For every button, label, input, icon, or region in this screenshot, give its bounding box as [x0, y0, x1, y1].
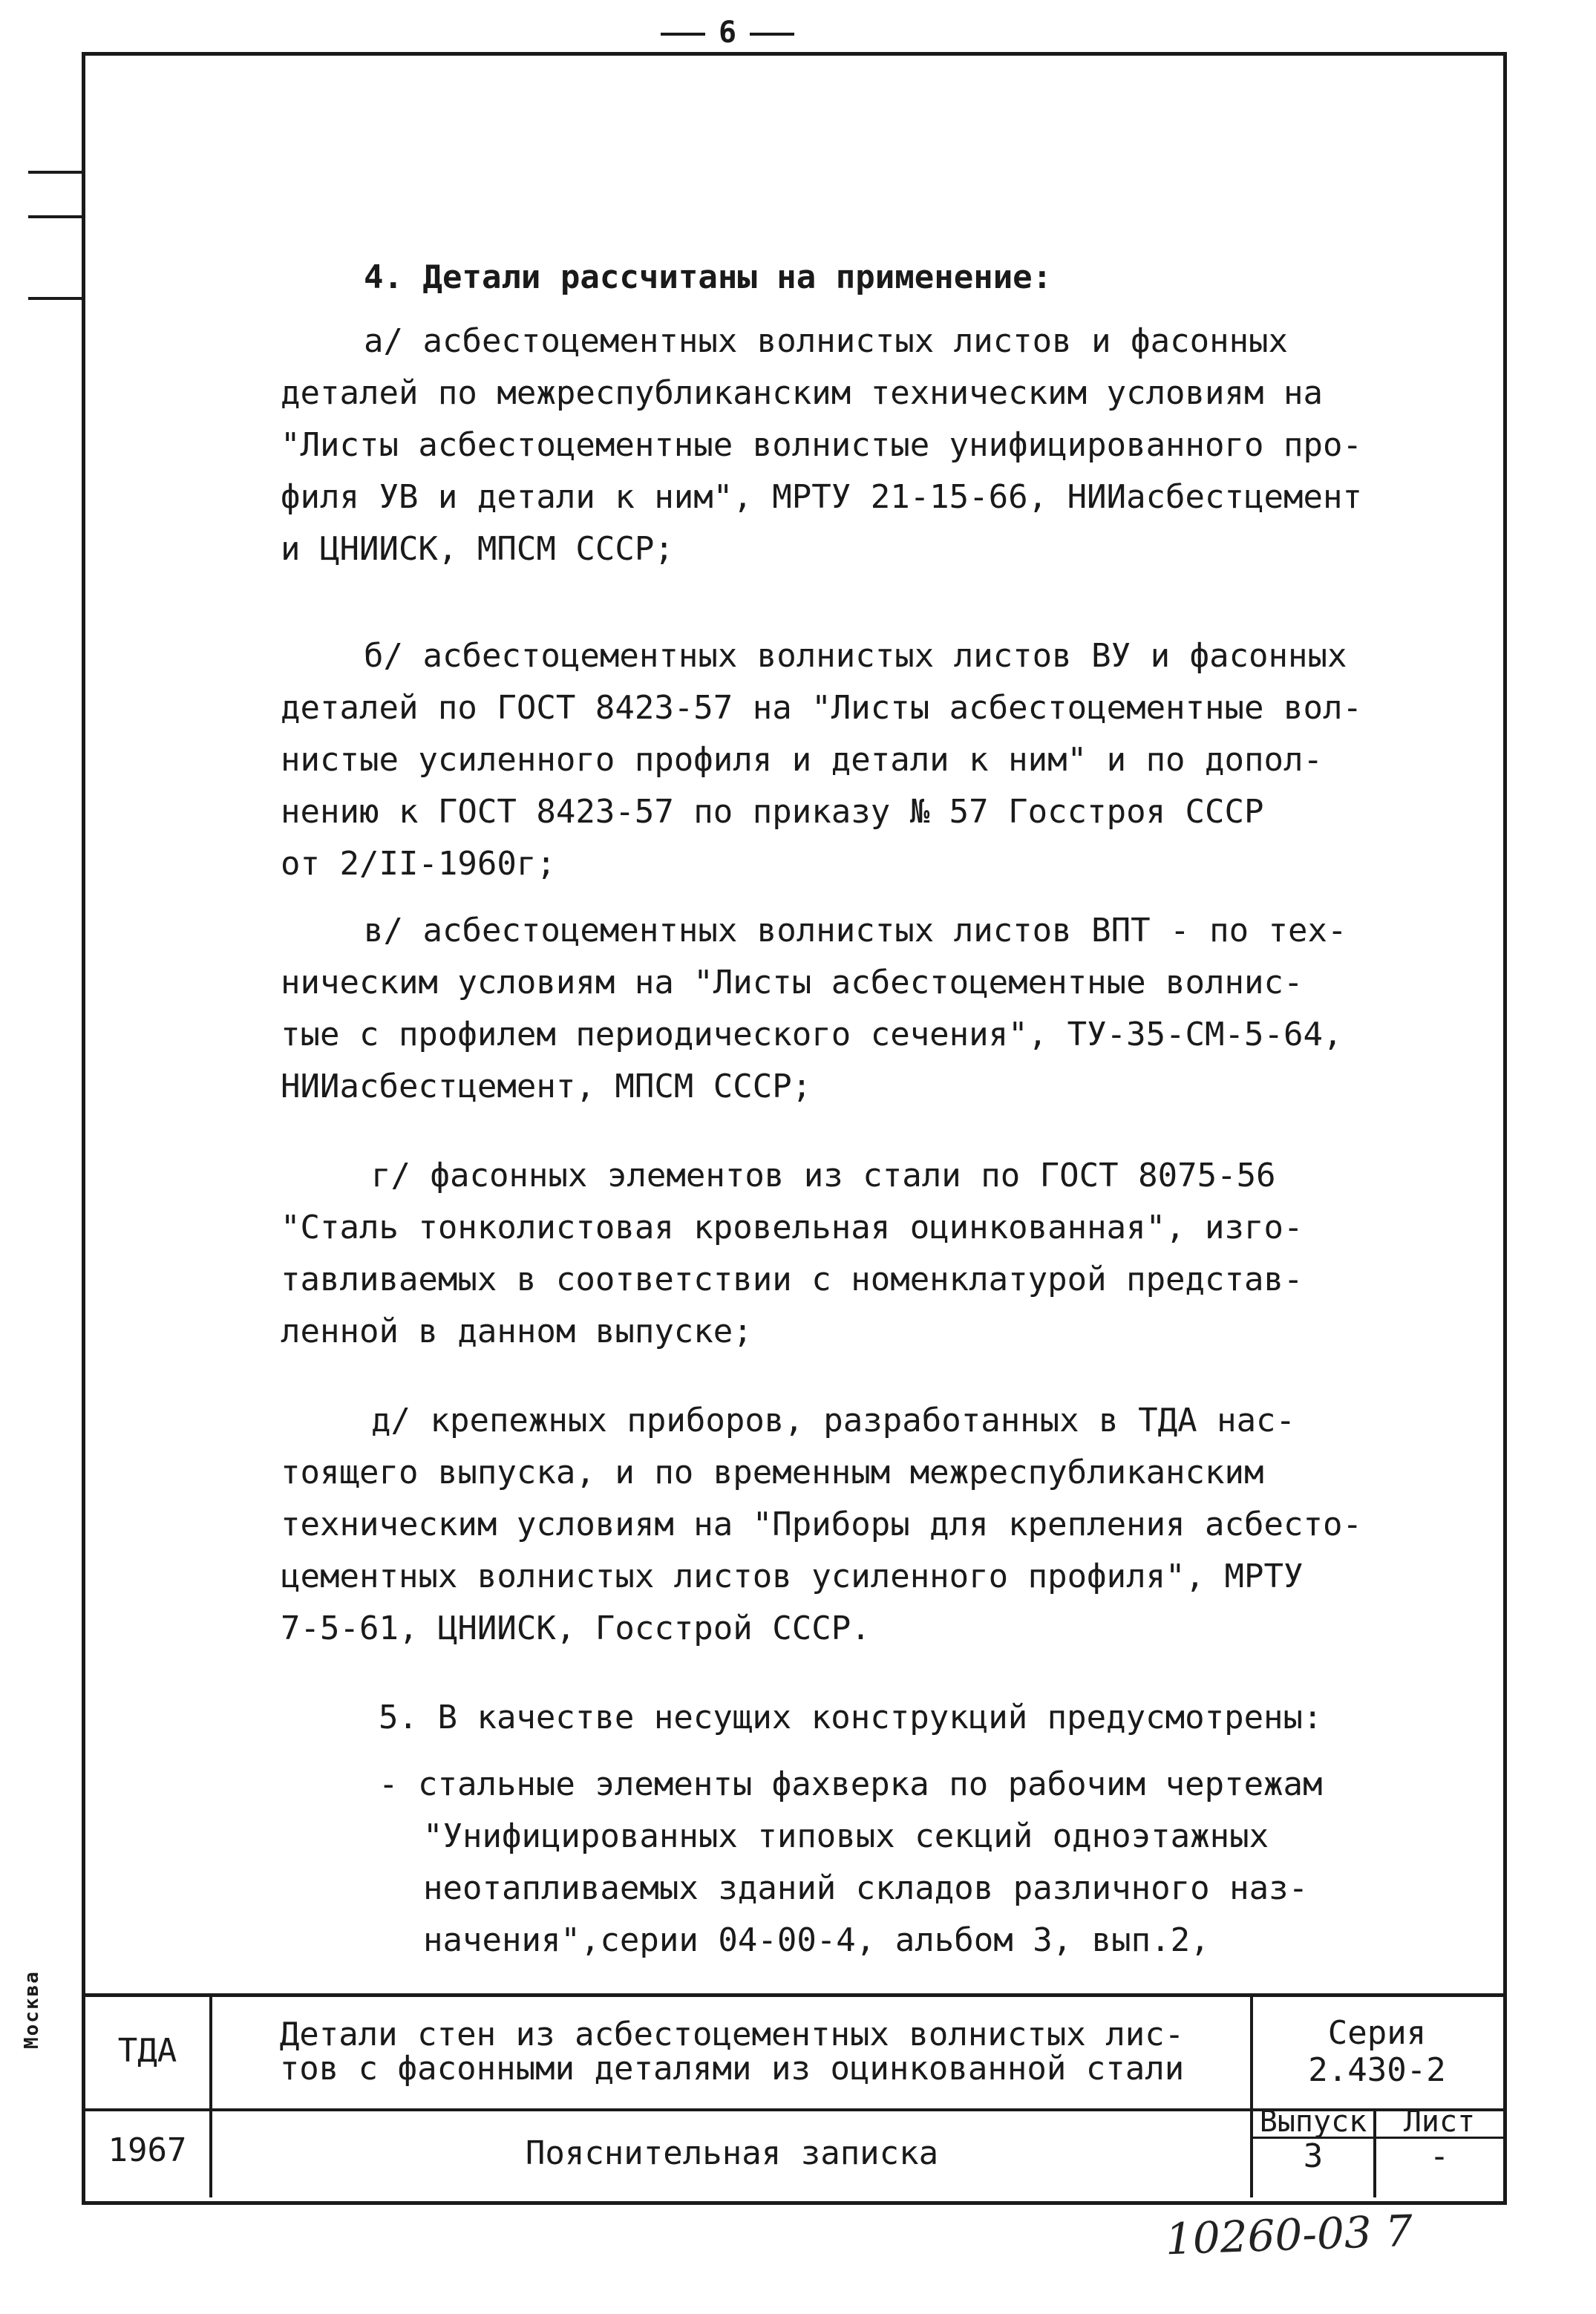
item-v-line: в/ асбестоцементных волнистых листов ВПТ - по тех-	[364, 912, 1347, 950]
drawing-title: тов с фасонными деталями из оцинкованной стали	[279, 2050, 1185, 2088]
item-d-line: д/ крепежных приборов, разработанных в ТДА нас-	[371, 1402, 1296, 1439]
series-value: 2.430-2	[1308, 2051, 1446, 2089]
item-b-line: б/ асбестоцементных волнистых листов ВУ и фасонных	[364, 637, 1347, 675]
sheet-value: -	[1429, 2137, 1450, 2175]
item-g-line: ленной в данном выпуске;	[281, 1313, 753, 1350]
title-block-rule	[82, 1993, 1503, 1997]
item-d-line: цементных волнистых листов усиленного профиля", МРТУ	[281, 1558, 1304, 1595]
item-v-line: НИИасбестцемент, МПСМ СССР;	[281, 1068, 812, 1105]
dash-item-line: - стальные элементы фахверка по рабочим чертежам	[379, 1765, 1323, 1803]
dash-item-line: "Унифицированных типовых секций одноэтажных	[423, 1817, 1269, 1855]
item-d-line: 7-5-61, ЦНИИСК, Госстрой СССР.	[281, 1609, 871, 1647]
item-a-line: "Листы асбестоцементные волнистые унифицированного про-	[281, 426, 1362, 464]
issue-label: Выпуск	[1259, 2105, 1367, 2139]
item-b-line: деталей по ГОСТ 8423-57 на "Листы асбестоцементные вол-	[281, 689, 1362, 727]
item-b-line: нистые усиленного профиля и детали к ним" и по допол-	[281, 741, 1323, 779]
item-a-line: и ЦНИИСК, МПСМ СССР;	[281, 530, 674, 568]
item-b-line: от 2/II-1960г;	[281, 845, 556, 883]
item-g-line: тавливаемых в соответствии с номенклатурой представ-	[281, 1261, 1304, 1298]
year: 1967	[108, 2131, 187, 2169]
document-subtitle: Пояснительная записка	[525, 2134, 939, 2172]
dash-item-line: начения",серии 04-00-4, альбом 3, вып.2,	[423, 1921, 1210, 1959]
item-g-line: "Сталь тонколистовая кровельная оцинкованная", изго-	[281, 1209, 1304, 1246]
binding-tick	[28, 171, 83, 174]
inventory-stamp: 10260-03 7	[1164, 2205, 1414, 2265]
item-v-line: ническим условиям на "Листы асбестоцементные волнис-	[281, 964, 1304, 1001]
item-g-line: г/ фасонных элементов из стали по ГОСТ 8075-56	[371, 1157, 1276, 1194]
org-code: ТДА	[117, 2032, 177, 2070]
dash-item-line: неотапливаемых зданий складов различного наз-	[423, 1869, 1309, 1907]
section-5-heading: 5. В качестве несущих конструкций предусмотрены:	[379, 1699, 1323, 1736]
sheet-label: Лист	[1403, 2105, 1476, 2139]
item-a-line: филя УВ и детали к ним", МРТУ 21-15-66, НИИасбестцемент	[281, 478, 1362, 516]
binding-tick	[28, 215, 83, 218]
series-label: Серия	[1327, 2014, 1427, 2052]
drawing-title: Детали стен из асбестоцементных волнистых лис-	[279, 2016, 1185, 2053]
section-4-heading: 4. Детали рассчитаны на применение:	[364, 258, 1053, 296]
item-d-line: техническим условиям на "Приборы для крепления асбесто-	[281, 1506, 1362, 1543]
binding-tick	[28, 297, 83, 300]
item-v-line: тые с профилем периодического сечения", ТУ-35-СМ-5-64,	[281, 1016, 1343, 1053]
item-d-line: тоящего выпуска, и по временным межреспубликанским	[281, 1454, 1264, 1491]
issue-value: 3	[1303, 2137, 1324, 2175]
page-number: 6	[661, 10, 794, 55]
item-a-line: а/ асбестоцементных волнистых листов и фасонных	[364, 322, 1289, 360]
title-block-rule	[209, 1993, 212, 2197]
item-a-line: деталей по межреспубликанским техническим условиям на	[281, 374, 1323, 412]
item-b-line: нению к ГОСТ 8423-57 по приказу № 57 Госстроя СССР	[281, 793, 1264, 831]
side-stamp: Москва	[21, 1970, 43, 2049]
